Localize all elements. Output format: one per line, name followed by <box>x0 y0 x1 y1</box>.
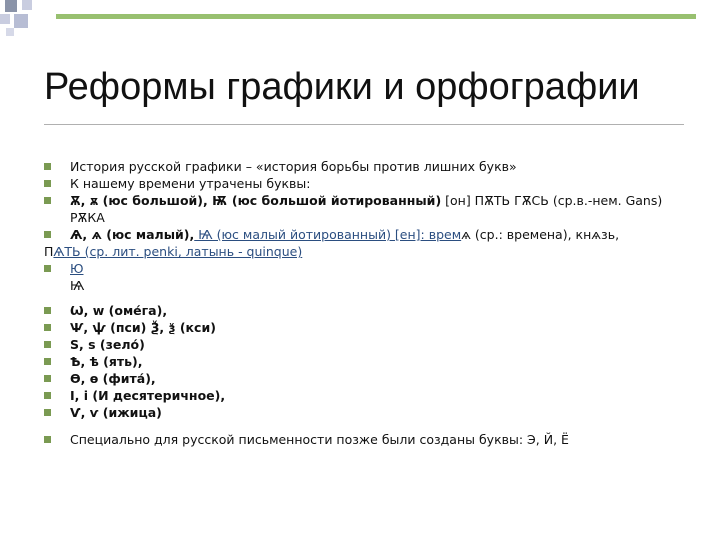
item-text: Специально для русской письменности позже были созданы буквы: Э, Й, Ё <box>70 432 569 447</box>
item-text: Ѵ, ѵ (ижица) <box>70 405 162 420</box>
decor-square <box>14 14 28 28</box>
bullet-icon <box>44 307 51 314</box>
item-text: Ѕ, ѕ (зело́) <box>70 337 145 352</box>
list-item <box>44 260 684 277</box>
list-item <box>44 302 684 319</box>
bullet-icon <box>44 341 51 348</box>
list-item <box>44 336 684 353</box>
item-text: Ѡ, w (оме́га), <box>70 303 168 318</box>
list-item-continuation <box>44 209 684 226</box>
bullet-icon <box>44 163 51 170</box>
item-text: Ѱ, ѱ (пси) Ѯ, ѯ (кси) <box>70 320 216 335</box>
bullet-icon <box>44 231 51 238</box>
slide-content <box>44 158 684 448</box>
item-text: История русской графики – «история борьбы против лишних букв» <box>70 159 517 174</box>
decor-square <box>0 14 10 24</box>
bullet-icon <box>44 375 51 382</box>
item-text-bold: Ѫ, ѫ (юс большой), Ѭ (юс большой йотированный) <box>70 193 442 208</box>
title-divider <box>44 124 684 125</box>
list-item <box>44 370 684 387</box>
item-link[interactable]: ѦТЬ (ср. лит. penki, латынь - quinque) <box>53 244 303 259</box>
bullet-icon <box>44 324 51 331</box>
list-item <box>44 192 684 209</box>
item-link[interactable]: Ѩ (юс малый йотированный) [ен]: врем <box>194 227 462 242</box>
item-text: Ѩ <box>70 278 85 293</box>
list-item <box>44 319 684 336</box>
bullet-icon <box>44 180 51 187</box>
bullet-icon <box>44 409 51 416</box>
bullet-icon <box>44 436 51 443</box>
item-text: Ѣ, ѣ (ять), <box>70 354 143 369</box>
bullet-icon <box>44 265 51 272</box>
top-accent-line <box>56 14 696 19</box>
item-text: К нашему времени утрачены буквы: <box>70 176 311 191</box>
list-item <box>44 175 684 192</box>
item-link[interactable]: Ю <box>70 261 84 276</box>
bullet-icon <box>44 197 51 204</box>
list-item-continuation <box>44 277 684 294</box>
item-text-bold: Ѧ, ѧ (юс малый), <box>70 227 195 242</box>
decor-square <box>22 0 32 10</box>
decor-square <box>5 0 17 12</box>
item-text: ѧ <box>461 227 471 242</box>
list-item <box>44 431 684 448</box>
list-item <box>44 226 684 243</box>
item-text: П <box>44 244 54 259</box>
list-item <box>44 353 684 370</box>
item-text: [он] ПѪТЬ ГѪСЬ (ср.в.-нем. Gans) <box>441 193 663 208</box>
bullet-icon <box>44 392 51 399</box>
list-item <box>44 404 684 421</box>
item-text: (ср.: времена), кнѧзь, <box>470 227 620 242</box>
item-text: Ѳ, ѳ (фита́), <box>70 371 156 386</box>
slide-title: Реформы графики и орфографии <box>44 66 640 108</box>
decor-square <box>6 28 14 36</box>
item-text: РѪКА <box>70 210 105 225</box>
list-item-continuation <box>44 243 684 260</box>
list-item <box>44 387 684 404</box>
list-item <box>44 158 684 175</box>
corner-decoration <box>0 0 50 40</box>
bullet-icon <box>44 358 51 365</box>
item-text: І, і (И десятеричное), <box>70 388 226 403</box>
